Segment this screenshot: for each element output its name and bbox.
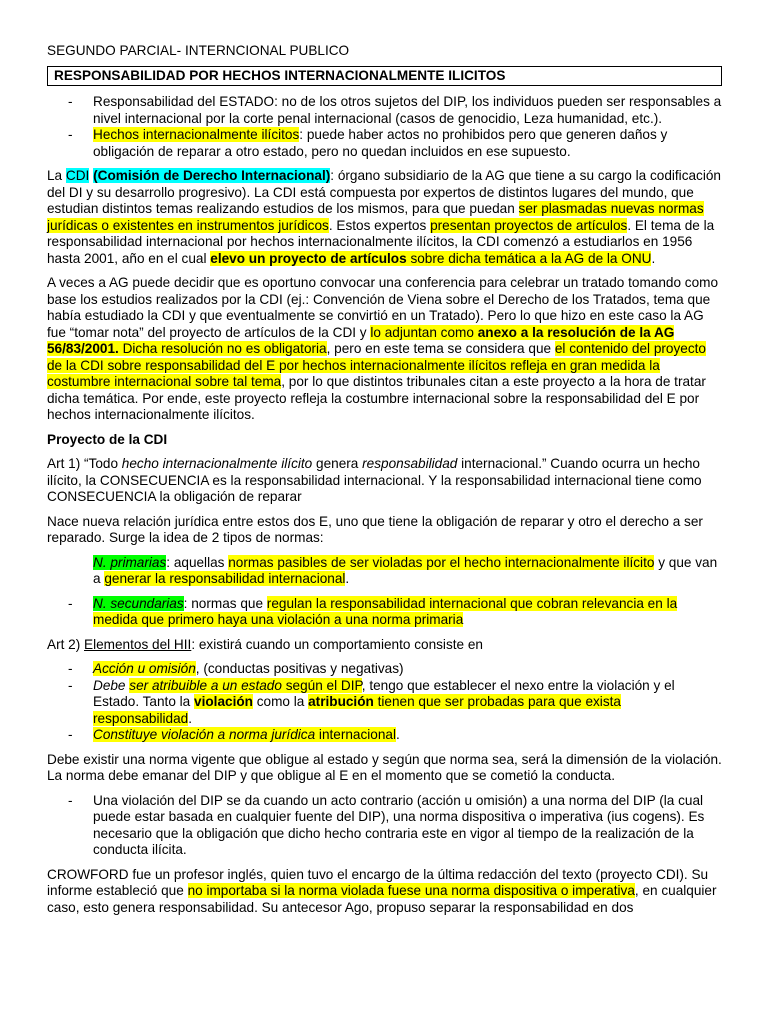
- bullet-violacion-dip: [47, 793, 722, 859]
- highlight-cyan-bold: (Comisión de Derecho Internacional): [93, 168, 331, 183]
- text: . El tema de la responsabilidad internacional por hechos internacionalmente ilícitos, la CDI comenzó a estudiarlos en 1956 hasta 2001, año en el cual: [47, 217, 715, 266]
- text: Una violación del DIP se da cuando un acto contrario (acción u omisión) a una norma del DIP (la cual puede estar basada en cualquier fuente del DIP), una norma dispositiva o imperativa (ius cogens). Es necesario que la obligación que dicho hecho contraria este en vigor al tiempo de la realización de la conducta ilícita.: [93, 792, 705, 857]
- bullet-atribuible: [47, 678, 722, 728]
- highlight-green: N. primarias: [93, 554, 167, 570]
- highlight: no importaba si la norma violada fuese una norma dispositiva o imperativa: [187, 883, 635, 898]
- highlight: Hechos internacionalmente ilícitos: [93, 127, 300, 142]
- text: , en cualquier caso, esto genera responsabilidad. Su antecesor Ago, propuso separar la responsabilidad en dos: [47, 883, 717, 915]
- highlight: normas pasibles de ser violadas por el hecho internacionalmente ilícito: [228, 554, 655, 570]
- highlight: lo adjuntan como: [370, 324, 478, 340]
- text: , por lo que distintos tribunales citan a este proyecto a la hora de tratar dicha temática. Por ende, este proyecto refleja la costumbre internacional sobre la responsabilidad del E por hechos internacionalmente ilícitos.: [47, 374, 706, 422]
- text: .: [345, 571, 350, 586]
- paragraph-cdi: [47, 168, 722, 267]
- text: A veces a AG puede decidir que es oportuno convocar una conferencia para celebrar un tratado tomando como base los estudios realizados por la CDI (ej.: Convención de Viena sobre el Derecho de los Tratados, tema que había estudiado la CDI y que eventualmente se convirtió en un Tratado). Pero lo que hizo en este caso la AG fue “tomar nota” del proyecto de artículos de la CDI y: [47, 275, 719, 340]
- text: , (conductas positivas y negativas): [195, 661, 404, 676]
- highlight: sobre dicha temática a la AG de la ONU: [406, 250, 652, 266]
- bullet-text: Responsabilidad del ESTADO: no de los otros sujetos del DIP, los individuos pueden ser responsables a nivel internacional por la corte penal internacional (casos de genocidio, Leza humanidad, etc.).: [93, 94, 722, 126]
- bullet-responsabilidad-estado: [47, 94, 722, 127]
- secundarias-list: [47, 596, 722, 629]
- paragraph-crowford: [47, 867, 722, 917]
- highlight-italic: Acción u omisión: [93, 661, 196, 676]
- text: , pero en este tema se considera que: [326, 341, 555, 356]
- text: CROWFORD fue un profesor inglés, quien tuvo el encargo de la última redacción del texto (proyecto CDI). Su informe estableció que: [47, 866, 709, 898]
- text: Art 2): [47, 636, 85, 652]
- bullet-accion-omision: [47, 661, 722, 678]
- highlight-bold: anexo a la resolución de la AG 56/83/2001.: [47, 324, 675, 356]
- intro-bullets: [47, 94, 722, 160]
- highlight: presentan proyectos de artículos: [430, 217, 628, 233]
- highlight: Dicha resolución no es obligatoria: [118, 341, 327, 356]
- italic-text: hecho internacionalmente ilícito: [121, 456, 313, 471]
- paragraph-norma-vigente: Debe existir una norma vigente que obligue al estado y según que norma sea, será la dimensión de la violación. La norma debe emanar del DIP y que obligue al E en el momento que se cometió la conducta.: [47, 751, 722, 783]
- underlined-text: Elementos del HII: [84, 636, 192, 652]
- italic-text: responsabilidad: [362, 456, 458, 471]
- highlight: generar la responsabilidad internacional: [104, 571, 346, 586]
- bullet-violacion-norma: [47, 727, 722, 744]
- highlight-italic: ser atribuible a un estado: [129, 677, 282, 693]
- text: .: [396, 727, 400, 742]
- text: .: [188, 710, 193, 726]
- highlight-bold: violación: [194, 694, 253, 709]
- text: Art 1) “Todo: [47, 456, 122, 471]
- paragraph-ag: [47, 275, 722, 424]
- highlight: tienen que ser probadas para que exista responsabilidad: [93, 694, 621, 726]
- text: y que van a: [93, 554, 718, 586]
- italic-text: Debe: [93, 677, 130, 693]
- elementos-list: [47, 661, 722, 744]
- paragraph-art1: [47, 456, 722, 506]
- bullet-text: : puede haber actos no prohibidos pero que generen daños y obligación de reparar a otro estado, pero no quedan incluidos en ese supuesto.: [93, 127, 668, 159]
- text: internacional.” Cuando ocurra un hecho ilícito, la CONSECUENCIA es la responsabilidad internacional. Y la responsabilidad internacional tiene como CONSECUENCIA la obligación de reparar: [47, 456, 702, 504]
- paragraph-nace: Nace nueva relación jurídica entre estos dos E, uno que tiene la obligación de reparar y otro el derecho a ser reparado. Surge la idea de 2 tipos de normas:: [47, 513, 703, 545]
- text: : aquellas: [166, 554, 229, 570]
- text: genera: [312, 456, 363, 471]
- text: : existirá cuando un comportamiento consiste en: [191, 636, 483, 652]
- text: La: [47, 168, 66, 183]
- highlight: ser plasmadas nuevas normas jurídicas o existentes en instrumentos jurídicos: [47, 201, 704, 233]
- highlight: el contenido del proyecto de la CDI sobre responsabilidad del E por hechos internacionalmente ilícitos refleja en gran medida la costumbre internacional sobre tal tema: [47, 341, 706, 389]
- highlight-bold: atribución: [308, 694, 374, 709]
- document-header: SEGUNDO PARCIAL- INTERNCIONAL PUBLICO: [47, 43, 350, 58]
- text: .: [651, 250, 656, 266]
- highlight: regulan la responsabilidad internacional que cobran relevancia en la medida que primero haya una violación a una norma primaria: [93, 595, 678, 627]
- bullet-secundarias: [47, 596, 722, 629]
- heading-proyecto-cdi: Proyecto de la CDI: [47, 431, 168, 447]
- highlight-green: N. secundarias: [93, 595, 184, 611]
- violacion-list: [47, 793, 722, 859]
- paragraph-art2: [47, 637, 722, 654]
- highlight-italic: Constituye violación a norma jurídica: [93, 727, 316, 742]
- highlight-cyan: CDI: [65, 168, 90, 183]
- highlight-bold: elevo un proyecto de artículos: [210, 250, 407, 266]
- text: , tengo que establecer el nexo entre la violación y el Estado. Tanto la: [93, 677, 675, 709]
- text: : órgano subsidiario de la AG que tiene a su cargo la codificación del DI y su desarrollo progresivo). La CDI está compuesta por expertos de distintos lugares del mundo, que estudian distintos temas realizando estudios de los mismos, para que puedan: [47, 168, 721, 216]
- text: . Estos expertos: [328, 217, 431, 233]
- bullet-hechos-ilicitos: [47, 127, 722, 160]
- text: como la: [252, 694, 309, 709]
- highlight: internacional: [315, 727, 396, 742]
- section-title: RESPONSABILIDAD POR HECHOS INTERNACIONALMENTE ILICITOS: [47, 66, 722, 86]
- text: : normas que: [183, 595, 267, 611]
- paragraph-primarias: [47, 555, 722, 588]
- highlight: según el DIP: [281, 677, 362, 693]
